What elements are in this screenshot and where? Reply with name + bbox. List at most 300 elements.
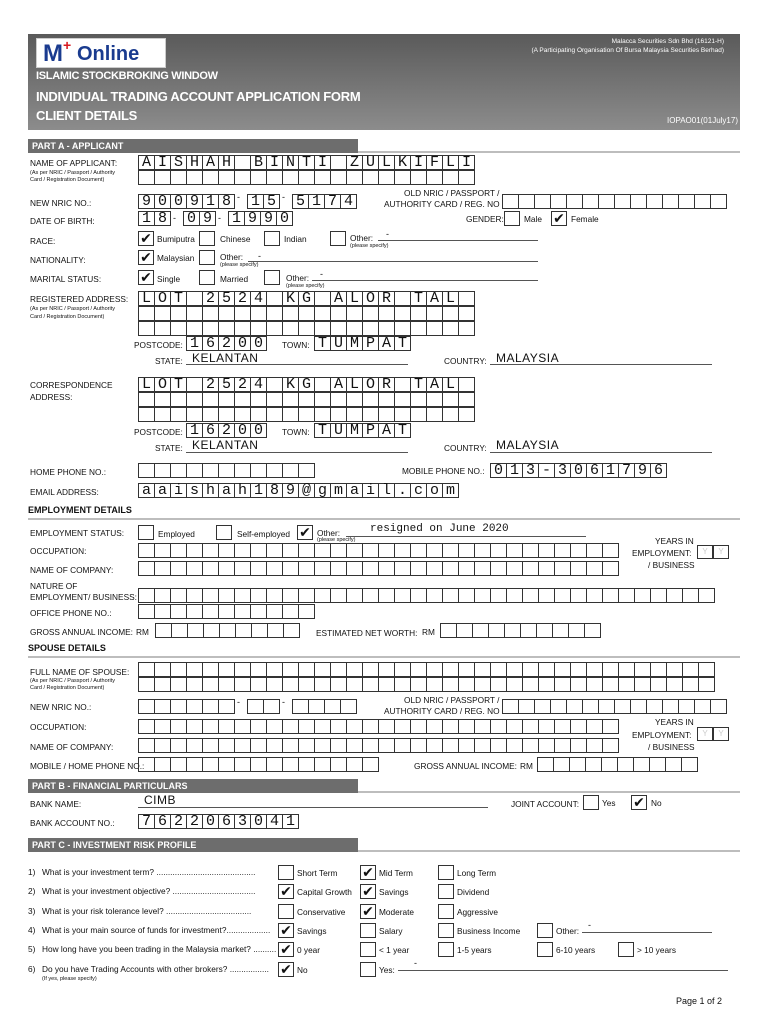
char-box[interactable] <box>649 757 666 772</box>
char-box[interactable] <box>282 738 299 753</box>
char-box[interactable] <box>234 463 251 478</box>
char-box[interactable] <box>186 392 203 407</box>
char-box[interactable]: l <box>378 483 395 498</box>
char-box[interactable] <box>362 757 379 772</box>
char-box[interactable] <box>234 155 251 170</box>
char-box[interactable] <box>662 194 679 209</box>
char-box[interactable]: 0 <box>183 211 200 226</box>
char-box[interactable] <box>601 757 618 772</box>
char-box[interactable] <box>394 392 411 407</box>
answer-checkbox[interactable] <box>360 962 376 977</box>
char-box[interactable] <box>378 588 395 603</box>
char-box[interactable] <box>234 677 251 692</box>
char-box[interactable]: T <box>170 377 187 392</box>
char-box[interactable] <box>170 662 187 677</box>
char-box[interactable] <box>633 757 650 772</box>
char-box[interactable] <box>218 463 235 478</box>
char-box[interactable]: I <box>266 155 283 170</box>
answer-checkbox[interactable] <box>537 923 553 938</box>
char-box[interactable] <box>602 738 619 753</box>
char-box[interactable] <box>250 306 267 321</box>
char-box[interactable] <box>554 738 571 753</box>
char-box[interactable] <box>282 719 299 734</box>
char-box[interactable]: 5 <box>292 194 309 209</box>
char-box[interactable] <box>682 677 699 692</box>
char-box[interactable] <box>522 677 539 692</box>
char-box[interactable] <box>394 377 411 392</box>
char-box[interactable]: 2 <box>234 377 251 392</box>
char-box[interactable] <box>394 543 411 558</box>
char-box[interactable] <box>186 306 203 321</box>
char-box[interactable] <box>234 543 251 558</box>
char-box[interactable] <box>582 699 599 714</box>
char-box[interactable] <box>340 699 357 714</box>
char-box[interactable] <box>202 170 219 185</box>
char-box[interactable] <box>554 662 571 677</box>
char-box[interactable] <box>394 719 411 734</box>
char-box[interactable] <box>234 719 251 734</box>
char-box[interactable] <box>170 321 187 336</box>
char-box[interactable] <box>154 407 171 422</box>
char-box[interactable] <box>186 463 203 478</box>
char-box[interactable] <box>218 407 235 422</box>
char-box[interactable] <box>186 291 203 306</box>
char-box[interactable] <box>250 604 267 619</box>
char-box[interactable] <box>362 407 379 422</box>
char-box[interactable] <box>566 699 583 714</box>
char-box[interactable] <box>314 561 331 576</box>
char-box[interactable] <box>218 392 235 407</box>
char-box[interactable] <box>250 757 267 772</box>
char-box[interactable] <box>586 561 603 576</box>
char-box[interactable] <box>282 463 299 478</box>
char-box[interactable] <box>426 588 443 603</box>
char-box[interactable]: U <box>330 423 347 438</box>
char-box[interactable] <box>442 543 459 558</box>
char-box[interactable] <box>330 738 347 753</box>
char-box[interactable]: s <box>186 483 203 498</box>
char-box[interactable] <box>474 561 491 576</box>
char-box[interactable] <box>681 757 698 772</box>
answer-checkbox[interactable]: ✔ <box>278 923 294 938</box>
char-box[interactable]: 0 <box>250 814 267 829</box>
char-box[interactable] <box>283 623 300 638</box>
emp-other-checkbox[interactable]: ✔ <box>297 525 313 540</box>
char-box[interactable] <box>346 738 363 753</box>
char-box[interactable] <box>298 719 315 734</box>
char-box[interactable]: 8 <box>154 211 171 226</box>
char-box[interactable] <box>170 561 187 576</box>
char-box[interactable] <box>474 543 491 558</box>
char-box[interactable] <box>314 321 331 336</box>
char-box[interactable] <box>282 170 299 185</box>
char-box[interactable]: K <box>282 377 299 392</box>
char-box[interactable]: 0 <box>250 423 267 438</box>
char-box[interactable]: 6 <box>218 814 235 829</box>
char-box[interactable] <box>458 662 475 677</box>
char-box[interactable] <box>138 662 155 677</box>
char-box[interactable]: 0 <box>202 814 219 829</box>
char-box[interactable]: I <box>410 155 427 170</box>
char-box[interactable] <box>266 588 283 603</box>
char-box[interactable] <box>442 170 459 185</box>
char-box[interactable] <box>614 194 631 209</box>
char-box[interactable] <box>170 543 187 558</box>
char-box[interactable] <box>378 738 395 753</box>
char-box[interactable] <box>218 662 235 677</box>
char-box[interactable] <box>186 604 203 619</box>
char-box[interactable] <box>154 604 171 619</box>
char-box[interactable] <box>234 306 251 321</box>
char-box[interactable]: L <box>442 377 459 392</box>
char-box[interactable]: 3 <box>234 814 251 829</box>
char-box[interactable]: A <box>378 336 395 351</box>
char-box[interactable] <box>682 662 699 677</box>
char-box[interactable] <box>586 543 603 558</box>
marital-married-checkbox[interactable] <box>199 270 215 285</box>
char-box[interactable]: T <box>314 336 331 351</box>
char-box[interactable] <box>506 561 523 576</box>
char-box[interactable] <box>362 170 379 185</box>
char-box[interactable] <box>266 407 283 422</box>
char-box[interactable] <box>202 392 219 407</box>
char-box[interactable] <box>554 588 571 603</box>
char-box[interactable] <box>138 699 155 714</box>
char-box[interactable] <box>186 170 203 185</box>
char-box[interactable] <box>218 699 235 714</box>
char-box[interactable] <box>394 738 411 753</box>
char-box[interactable] <box>458 170 475 185</box>
char-box[interactable] <box>634 588 651 603</box>
char-box[interactable] <box>426 407 443 422</box>
char-box[interactable] <box>330 392 347 407</box>
char-box[interactable] <box>218 306 235 321</box>
answer-checkbox[interactable] <box>438 904 454 919</box>
char-box[interactable] <box>490 738 507 753</box>
char-box[interactable] <box>154 719 171 734</box>
char-box[interactable]: m <box>330 483 347 498</box>
answer-checkbox[interactable] <box>537 942 553 957</box>
char-box[interactable] <box>442 407 459 422</box>
char-box[interactable] <box>170 170 187 185</box>
char-box[interactable] <box>458 738 475 753</box>
char-box[interactable]: c <box>410 483 427 498</box>
char-box[interactable] <box>586 588 603 603</box>
char-box[interactable] <box>522 719 539 734</box>
char-box[interactable] <box>506 677 523 692</box>
char-box[interactable] <box>314 377 331 392</box>
char-box[interactable] <box>538 561 555 576</box>
char-box[interactable] <box>250 170 267 185</box>
char-box[interactable]: 1 <box>282 814 299 829</box>
char-box[interactable] <box>522 588 539 603</box>
char-box[interactable] <box>266 321 283 336</box>
char-box[interactable] <box>618 662 635 677</box>
char-box[interactable] <box>154 699 171 714</box>
char-box[interactable] <box>250 392 267 407</box>
char-box[interactable] <box>170 407 187 422</box>
char-box[interactable] <box>138 543 155 558</box>
char-box[interactable] <box>298 588 315 603</box>
char-box[interactable] <box>646 699 663 714</box>
char-box[interactable] <box>218 321 235 336</box>
char-box[interactable] <box>378 306 395 321</box>
char-box[interactable] <box>538 543 555 558</box>
char-box[interactable] <box>263 699 280 714</box>
char-box[interactable] <box>234 604 251 619</box>
char-box[interactable] <box>504 623 521 638</box>
char-box[interactable] <box>502 699 519 714</box>
char-box[interactable] <box>585 757 602 772</box>
char-box[interactable] <box>410 588 427 603</box>
char-box[interactable]: 9 <box>634 463 651 478</box>
char-box[interactable] <box>598 699 615 714</box>
char-box[interactable] <box>682 588 699 603</box>
answer-checkbox[interactable]: ✔ <box>278 884 294 899</box>
char-box[interactable]: 6 <box>154 814 171 829</box>
char-box[interactable]: 8 <box>266 483 283 498</box>
char-box[interactable]: A <box>330 291 347 306</box>
char-box[interactable] <box>538 719 555 734</box>
char-box[interactable]: L <box>138 377 155 392</box>
char-box[interactable] <box>186 543 203 558</box>
char-box[interactable] <box>550 194 567 209</box>
char-box[interactable] <box>298 392 315 407</box>
char-box[interactable] <box>292 699 309 714</box>
emp-employed-checkbox[interactable] <box>138 525 154 540</box>
char-box[interactable] <box>138 588 155 603</box>
char-box[interactable] <box>602 588 619 603</box>
char-box[interactable] <box>186 588 203 603</box>
char-box[interactable] <box>186 738 203 753</box>
char-box[interactable] <box>314 170 331 185</box>
char-box[interactable] <box>346 392 363 407</box>
char-box[interactable]: a <box>218 483 235 498</box>
char-box[interactable] <box>442 321 459 336</box>
char-box[interactable]: m <box>442 483 459 498</box>
char-box[interactable] <box>630 699 647 714</box>
char-box[interactable]: A <box>202 155 219 170</box>
char-box[interactable]: 2 <box>170 814 187 829</box>
char-box[interactable] <box>154 677 171 692</box>
char-box[interactable] <box>235 623 252 638</box>
char-box[interactable]: S <box>170 155 187 170</box>
char-box[interactable] <box>490 561 507 576</box>
char-box[interactable] <box>410 662 427 677</box>
char-box[interactable] <box>154 561 171 576</box>
char-box[interactable] <box>266 757 283 772</box>
char-box[interactable] <box>490 719 507 734</box>
char-box[interactable] <box>346 306 363 321</box>
char-box[interactable]: i <box>170 483 187 498</box>
char-box[interactable] <box>154 463 171 478</box>
char-box[interactable]: P <box>362 423 379 438</box>
char-box[interactable] <box>251 623 268 638</box>
char-box[interactable]: M <box>346 336 363 351</box>
char-box[interactable] <box>634 677 651 692</box>
char-box[interactable] <box>266 392 283 407</box>
char-box[interactable] <box>330 561 347 576</box>
char-box[interactable] <box>442 561 459 576</box>
char-box[interactable] <box>666 588 683 603</box>
char-box[interactable]: I <box>314 155 331 170</box>
char-box[interactable] <box>666 662 683 677</box>
char-box[interactable] <box>570 738 587 753</box>
char-box[interactable]: F <box>426 155 443 170</box>
answer-checkbox[interactable] <box>360 942 376 957</box>
char-box[interactable] <box>458 543 475 558</box>
char-box[interactable] <box>410 561 427 576</box>
char-box[interactable] <box>138 604 155 619</box>
male-checkbox[interactable] <box>504 211 520 226</box>
char-box[interactable]: K <box>282 291 299 306</box>
char-box[interactable]: I <box>154 155 171 170</box>
char-box[interactable] <box>186 719 203 734</box>
char-box[interactable] <box>330 321 347 336</box>
char-box[interactable] <box>266 463 283 478</box>
char-box[interactable] <box>202 407 219 422</box>
char-box[interactable] <box>202 757 219 772</box>
char-box[interactable] <box>298 321 315 336</box>
char-box[interactable] <box>426 543 443 558</box>
char-box[interactable]: A <box>378 423 395 438</box>
char-box[interactable] <box>170 392 187 407</box>
char-box[interactable] <box>298 561 315 576</box>
char-box[interactable] <box>442 588 459 603</box>
char-box[interactable]: i <box>362 483 379 498</box>
spouse-years-box-1[interactable]: Y <box>697 727 713 741</box>
answer-checkbox[interactable]: ✔ <box>360 865 376 880</box>
char-box[interactable] <box>282 604 299 619</box>
char-box[interactable]: 0 <box>490 463 507 478</box>
marital-other-checkbox[interactable] <box>264 270 280 285</box>
char-box[interactable]: 2 <box>202 291 219 306</box>
char-box[interactable] <box>426 392 443 407</box>
char-box[interactable]: a <box>346 483 363 498</box>
char-box[interactable]: 8 <box>218 194 235 209</box>
char-box[interactable] <box>234 662 251 677</box>
char-box[interactable] <box>646 194 663 209</box>
char-box[interactable] <box>458 719 475 734</box>
answer-checkbox[interactable] <box>438 884 454 899</box>
char-box[interactable] <box>218 719 235 734</box>
char-box[interactable] <box>534 194 551 209</box>
char-box[interactable]: 1 <box>247 194 264 209</box>
char-box[interactable] <box>314 306 331 321</box>
char-box[interactable] <box>618 588 635 603</box>
char-box[interactable] <box>426 719 443 734</box>
char-box[interactable]: H <box>186 155 203 170</box>
char-box[interactable] <box>362 306 379 321</box>
char-box[interactable] <box>250 662 267 677</box>
char-box[interactable] <box>650 588 667 603</box>
char-box[interactable]: K <box>394 155 411 170</box>
char-box[interactable] <box>394 561 411 576</box>
char-box[interactable] <box>186 561 203 576</box>
char-box[interactable] <box>202 604 219 619</box>
char-box[interactable] <box>522 738 539 753</box>
char-box[interactable]: 6 <box>650 463 667 478</box>
char-box[interactable] <box>650 662 667 677</box>
char-box[interactable] <box>458 561 475 576</box>
char-box[interactable] <box>282 407 299 422</box>
char-box[interactable] <box>474 662 491 677</box>
answer-checkbox[interactable]: ✔ <box>360 904 376 919</box>
char-box[interactable]: 2 <box>218 423 235 438</box>
char-box[interactable] <box>202 321 219 336</box>
char-box[interactable] <box>219 623 236 638</box>
char-box[interactable]: U <box>330 336 347 351</box>
char-box[interactable] <box>154 662 171 677</box>
char-box[interactable] <box>518 194 535 209</box>
char-box[interactable] <box>520 623 537 638</box>
char-box[interactable] <box>458 377 475 392</box>
char-box[interactable] <box>618 677 635 692</box>
char-box[interactable]: 7 <box>138 814 155 829</box>
char-box[interactable]: 6 <box>202 423 219 438</box>
char-box[interactable] <box>218 604 235 619</box>
char-box[interactable]: Z <box>346 155 363 170</box>
joint-no-checkbox[interactable]: ✔ <box>631 795 647 810</box>
char-box[interactable] <box>266 662 283 677</box>
char-box[interactable] <box>138 677 155 692</box>
char-box[interactable] <box>330 677 347 692</box>
char-box[interactable] <box>537 757 554 772</box>
char-box[interactable] <box>490 677 507 692</box>
char-box[interactable] <box>534 699 551 714</box>
char-box[interactable]: g <box>314 483 331 498</box>
char-box[interactable] <box>170 757 187 772</box>
char-box[interactable] <box>218 677 235 692</box>
char-box[interactable] <box>330 662 347 677</box>
char-box[interactable] <box>584 623 601 638</box>
char-box[interactable] <box>665 757 682 772</box>
char-box[interactable] <box>538 677 555 692</box>
char-box[interactable] <box>458 306 475 321</box>
char-box[interactable] <box>410 543 427 558</box>
char-box[interactable] <box>570 588 587 603</box>
char-box[interactable] <box>694 194 711 209</box>
char-box[interactable] <box>314 719 331 734</box>
race-indian-checkbox[interactable] <box>264 231 280 246</box>
char-box[interactable] <box>410 392 427 407</box>
char-box[interactable] <box>582 194 599 209</box>
char-box[interactable] <box>330 407 347 422</box>
char-box[interactable]: o <box>426 483 443 498</box>
char-box[interactable]: 9 <box>282 483 299 498</box>
char-box[interactable] <box>218 757 235 772</box>
char-box[interactable]: 5 <box>263 194 280 209</box>
char-box[interactable] <box>442 677 459 692</box>
char-box[interactable] <box>218 170 235 185</box>
char-box[interactable] <box>282 321 299 336</box>
char-box[interactable] <box>234 170 251 185</box>
char-box[interactable] <box>694 699 711 714</box>
char-box[interactable] <box>362 738 379 753</box>
char-box[interactable] <box>346 662 363 677</box>
char-box[interactable] <box>282 561 299 576</box>
char-box[interactable] <box>324 699 341 714</box>
char-box[interactable] <box>234 757 251 772</box>
char-box[interactable]: a <box>154 483 171 498</box>
char-box[interactable]: 0 <box>234 423 251 438</box>
char-box[interactable] <box>362 719 379 734</box>
char-box[interactable] <box>362 321 379 336</box>
marital-single-checkbox[interactable]: ✔ <box>138 270 154 285</box>
char-box[interactable] <box>602 561 619 576</box>
char-box[interactable] <box>362 662 379 677</box>
char-box[interactable]: R <box>378 291 395 306</box>
